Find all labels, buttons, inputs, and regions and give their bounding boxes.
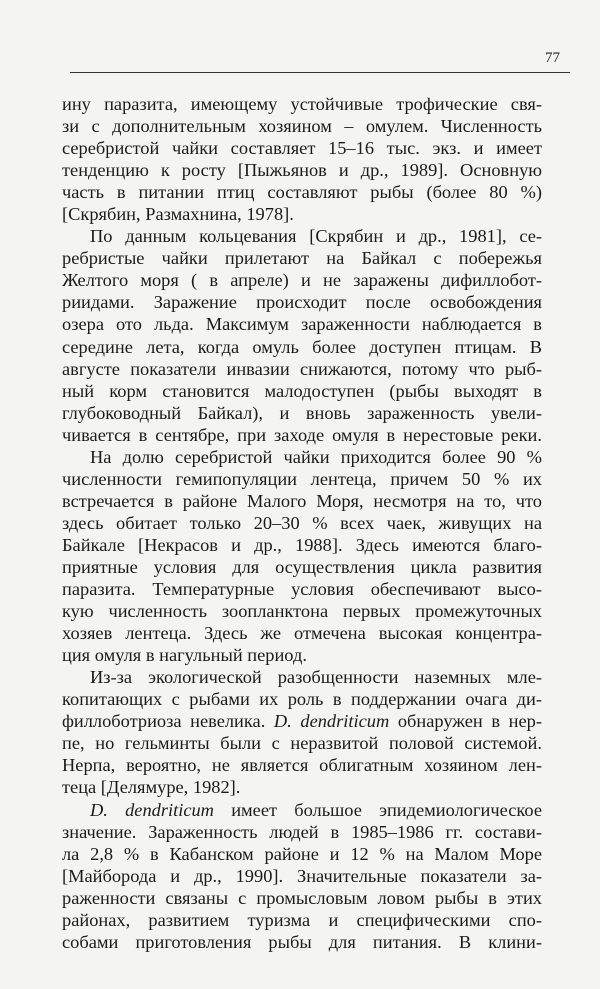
text-line: тенденцию к росту [Пыжьянов и др., 1989]. Основную	[62, 160, 542, 181]
text-line: августе показатели инвазии снижаются, потому что рыб-	[62, 358, 542, 379]
text-line: На долю серебристой чайки приходится более 90 %	[90, 446, 542, 467]
text-line: численности гемипопуляции лентеца, причем 50 % их	[62, 468, 542, 489]
text-line: чивается в сентябре, при заходе омуля в нерестовые реки.	[62, 424, 542, 445]
text-line: районах, развитием туризма и специфическими спо-	[62, 909, 542, 930]
text-line-with-species	[62, 710, 542, 732]
text-line: значение. Зараженность людей в 1985–1986 гг. состави-	[62, 821, 542, 842]
text-line: паразита. Температурные условия обеспечивают высо-	[62, 579, 542, 600]
text-line: зи с дополнительным хозяином – омулем. Численность	[62, 116, 542, 137]
text-line: хозяев лентеца. Здесь же отмечена высокая концентра-	[62, 623, 542, 644]
text-line: озера ото льда. Максимум зараженности наблюдается в	[62, 314, 542, 335]
text-line: встречается в районе Малого Моря, несмотря на то, что	[62, 490, 542, 511]
text-line: здесь обитает только 20–30 % всех чаек, живущих на	[62, 512, 542, 533]
species-name: D. dendriticum	[273, 711, 390, 732]
text-line: часть в питании птиц составляют рыбы (более 80 %)	[62, 182, 542, 203]
header-rule	[70, 72, 570, 73]
text-fragment: пе,	[62, 733, 85, 754]
paragraph-2	[62, 225, 542, 445]
text-line: раженности связаны с промысловым ловом рыбы в этих	[62, 887, 542, 908]
paragraph-1	[62, 93, 542, 225]
text-line: ребристые чайки прилетают на Байкал с побережья	[62, 248, 542, 269]
text-fragment: обнаружен в нер-	[397, 711, 542, 732]
text-fragment: но гельминты были с неразвитой половой системой.	[95, 733, 542, 754]
text-line: Желтого моря ( в апреле) и не заражены дифиллобот-	[62, 270, 542, 291]
text-line-with-species	[62, 799, 542, 821]
species-name: D. dendriticum	[90, 799, 214, 820]
text-line: ция омуля в нагульный период.	[62, 645, 307, 666]
text-line: ный корм становится малодоступен (рыбы выходят в	[62, 380, 542, 401]
page-number: 77	[545, 50, 560, 66]
text-line: Байкале [Некрасов и др., 1988]. Здесь имеются благо-	[62, 534, 542, 555]
text-line	[62, 732, 542, 754]
paragraph-4	[62, 666, 542, 798]
text-line: середине лета, когда омуль более доступен птицам. В	[62, 336, 542, 357]
text-line: [Майборода и др., 1990]. Значительные показатели за-	[62, 865, 542, 886]
text-fragment: имеет большое эпидемиологическое	[231, 799, 542, 820]
paragraph-5	[62, 799, 542, 953]
text-fragment: филлоботриоза невелика.	[62, 711, 266, 732]
text-line: приятные условия для осуществления цикла развития	[62, 556, 542, 577]
text-line: собами приготовления рыбы для питания. В клини-	[62, 931, 542, 952]
text-line: глубоководный Байкал), и вновь зараженность увели-	[62, 402, 542, 423]
text-line: По данным кольцевания [Скрябин и др., 1981], се-	[90, 226, 542, 247]
text-line: ину паразита, имеющему устойчивые трофические свя-	[62, 94, 542, 114]
text-line: ла 2,8 % в Кабанском районе и 12 % на Малом Море	[62, 843, 542, 864]
text-line: риидами. Заражение происходит после освобождения	[62, 292, 542, 313]
paragraph-3	[62, 446, 542, 666]
text-line: [Скрябин, Размахнина, 1978].	[62, 204, 294, 225]
text-line: кую численность зоопланктона первых промежуточных	[62, 601, 542, 622]
text-line: теца [Делямуре, 1982].	[62, 777, 241, 798]
text-line: Нерпа, вероятно, не является облигатным хозяином лен-	[62, 755, 542, 776]
body-text	[62, 93, 542, 953]
text-line: Из-за экологической разобщенности наземных мле-	[90, 667, 542, 688]
text-line: копитающих с рыбами их роль в поддержании очага ди-	[62, 689, 542, 710]
text-line: серебристой чайки составляет 15–16 тыс. экз. и имеет	[62, 138, 542, 159]
